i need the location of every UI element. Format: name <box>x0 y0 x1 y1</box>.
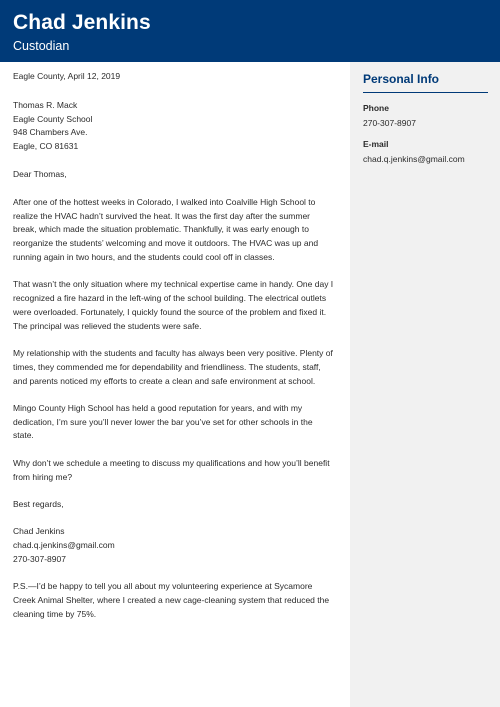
recipient-address <box>13 99 335 154</box>
applicant-role: Custodian <box>13 39 70 53</box>
body-paragraph-3: My relationship with the students and faculty has always been very positive. Plenty of times, they commended me for dependability and friendliness. The students, staff, and parents noticed my efforts to create a clean and safe environment at school. <box>13 347 333 386</box>
resume-header <box>0 0 500 62</box>
signature-block <box>13 525 335 566</box>
body-paragraph-4: Mingo County High School has held a good reputation for years, and with my dedication, I’m sure you’ll never lower the bar you’ve set for other schools in the state. <box>13 402 313 441</box>
cover-letter-body <box>13 70 335 635</box>
recipient-street: 948 Chambers Ave. <box>13 127 88 138</box>
postscript: P.S.—I’d be happy to tell you all about my volunteering experience at Sycamore Creek Animal Shelter, where I created a new cage-cleaning system that reduced the cleaning time by 75%. <box>13 581 330 619</box>
signature-name: Chad Jenkins <box>13 526 65 537</box>
body-paragraph-2: That wasn’t the only situation where my technical expertise came in handy. One day I recognized a fire hazard in the left-wing of the school building. The electrical outlets were overloaded. Fortunately, I quickly found the source of the problem and fixed it. The principal was relieved the students were safe. <box>13 279 334 331</box>
signature-phone: 270-307-8907 <box>13 553 66 564</box>
phone-value: 270-307-8907 <box>363 118 416 128</box>
body-paragraph-1: After one of the hottest weeks in Colorado, I walked into Coalville High School to realize the HVAC hadn’t survived the heat. It was the first day after the summer break, which made the situation problematic. Thankfully, it was early enough to reorganize the students’ welcoming and move it outdoors. The HVAC was up and running again in two hours, and the students could cool off in classes. <box>13 196 319 262</box>
email-label: E-mail <box>363 139 389 149</box>
recipient-city: Eagle, CO 81631 <box>13 141 79 152</box>
phone-label: Phone <box>363 103 389 113</box>
salutation: Dear Thomas, <box>13 169 67 180</box>
recipient-organization: Eagle County School <box>13 113 93 124</box>
body-paragraph-5: Why don’t we schedule a meeting to discuss my qualifications and how you’ll benefit from hiring me? <box>13 457 330 482</box>
personal-info-sidebar <box>350 62 500 707</box>
closing: Best regards, <box>13 498 64 509</box>
signature-email: chad.q.jenkins@gmail.com <box>13 539 115 550</box>
applicant-name: Chad Jenkins <box>13 11 151 34</box>
letter-date: Eagle County, April 12, 2019 <box>13 71 121 81</box>
recipient-name: Thomas R. Mack <box>13 99 78 110</box>
personal-info-title: Personal Info <box>363 70 488 93</box>
email-value: chad.q.jenkins@gmail.com <box>363 154 465 164</box>
